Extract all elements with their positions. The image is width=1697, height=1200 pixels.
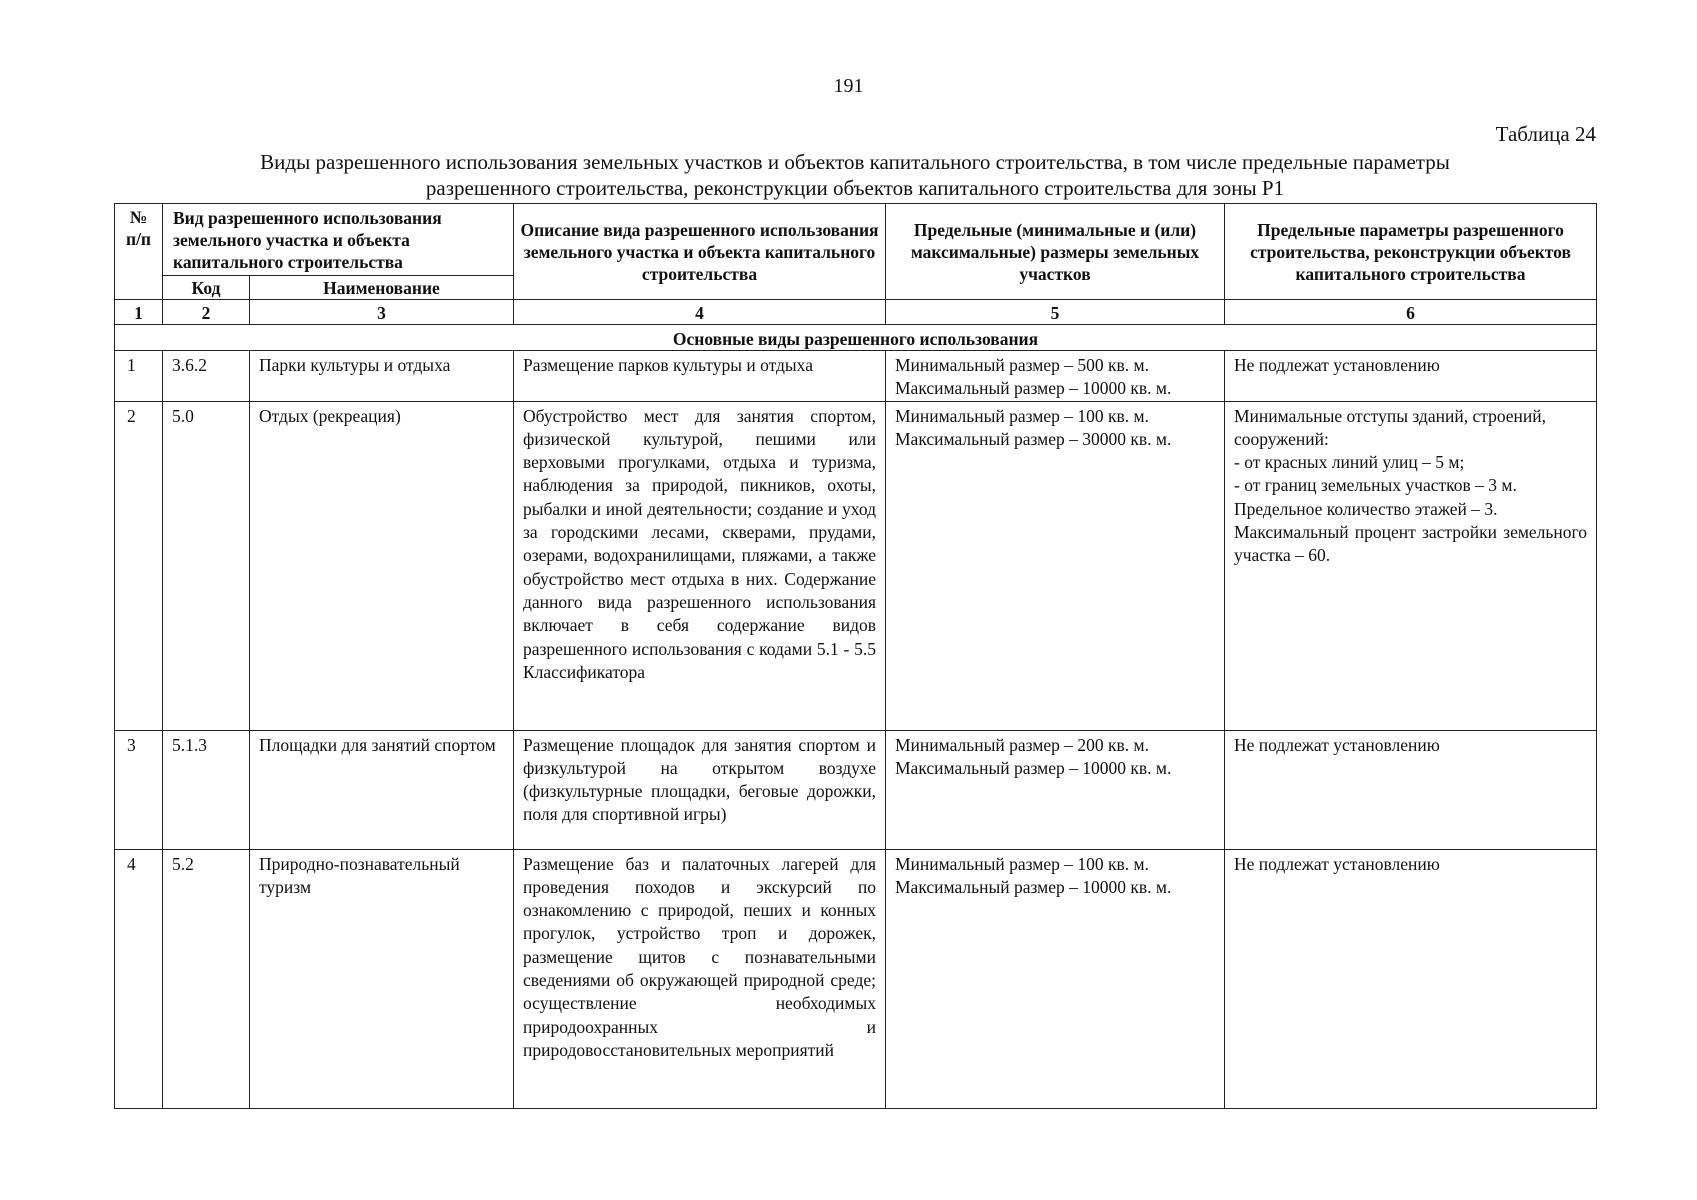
column-number: 3 (250, 300, 514, 325)
param-line: Предельное количество этажей – 3. (1234, 498, 1498, 519)
row-code: 5.2 (163, 849, 250, 1108)
row-sizes (886, 849, 1225, 1108)
row-description (514, 401, 886, 730)
page-number: 191 (833, 75, 864, 97)
param-line: - от границ земельных участков – 3 м. (1234, 475, 1517, 496)
row-description: Размещение площадок для занятия спортом и физкультурой на открытом воздухе (физкультурные площадки, беговые дорожки, поля для спортивной игры) (514, 730, 886, 849)
row-sizes (886, 401, 1225, 730)
header-sizes: Предельные (минимальные и (или) максимальные) размеры земельных участков (886, 204, 1225, 300)
size-line: Максимальный размер – 10000 кв. м. (895, 757, 1172, 778)
header-code: Код (163, 276, 250, 300)
row-params (1225, 730, 1597, 849)
column-number: 6 (1225, 300, 1597, 325)
row-code: 5.0 (163, 401, 250, 730)
size-line: Максимальный размер – 10000 кв. м. (895, 876, 1172, 897)
row-number: 4 (115, 849, 163, 1108)
zoning-table (114, 203, 1597, 1109)
row-name: Природно-познавательный туризм (250, 849, 514, 1108)
title-line-2: разрешенного строительства, реконструкции объектов капитального строительства для зоны Р1 (425, 176, 1285, 200)
row-number: 1 (115, 351, 163, 402)
row-sizes (886, 351, 1225, 402)
table-label: Таблица 24 (1495, 122, 1596, 146)
row-name: Парки культуры и отдыха (250, 351, 514, 402)
header-name: Наименование (250, 276, 514, 300)
table-row (115, 351, 1597, 402)
row-name: Отдых (рекреация) (250, 401, 514, 730)
row-code: 3.6.2 (163, 351, 250, 402)
row-params (1225, 401, 1597, 730)
row-number: 3 (115, 730, 163, 849)
section-title: Основные виды разрешенного использования (115, 325, 1597, 351)
row-name: Площадки для занятий спортом (250, 730, 514, 849)
column-number: 4 (514, 300, 886, 325)
header-no: № п/п (115, 204, 163, 300)
param-line: Максимальный процент застройки земельного участка – 60. (1234, 522, 1587, 566)
document-title (130, 149, 1580, 201)
size-line: Максимальный размер – 10000 кв. м. (895, 378, 1172, 399)
title-line-1: Виды разрешенного использования земельных участков и объектов капитального строительства, в том числе предельные параметры (260, 150, 1450, 174)
row-params (1225, 351, 1597, 402)
header-use-type-group: Вид разрешенного использования земельного участка и объекта капитального строительства (163, 204, 514, 276)
section-row (115, 325, 1597, 351)
column-numbers-row (115, 300, 1597, 325)
row-code: 5.1.3 (163, 730, 250, 849)
size-line: Минимальный размер – 100 кв. м. (895, 853, 1149, 874)
row-number: 2 (115, 401, 163, 730)
table-row (115, 401, 1597, 730)
row-params (1225, 849, 1597, 1108)
table-row (115, 730, 1597, 849)
header-params: Предельные параметры разрешенного строительства, реконструкции объектов капитального строительства (1225, 204, 1597, 300)
row-sizes (886, 730, 1225, 849)
size-line: Максимальный размер – 30000 кв. м. (895, 428, 1172, 449)
param-line: Минимальные отступы зданий, строений, сооружений: (1234, 405, 1547, 449)
table-row (115, 849, 1597, 1108)
column-number: 5 (886, 300, 1225, 325)
column-number: 1 (115, 300, 163, 325)
description-text: Обустройство мест для занятия спортом, физической культурой, пешими или верховыми прогулками, отдыха и туризма, наблюдения за природой, пикников, охоты, рыбалки и иной деятельности; создание и уход за городскими лесами, скверами, прудами, озерами, водохранилищами, пляжами, а также обустройство мест отдыха в них. Содержание данного вида разрешенного использования включает в себя содержание видов разрешенного использования с кодами 5.1 - 5.5 Классификатора (523, 405, 876, 682)
param-line: Не подлежат установлению (1234, 734, 1440, 755)
header-description: Описание вида разрешенного использования земельного участка и объекта капитального строительства (514, 204, 886, 300)
param-line: - от красных линий улиц – 5 м; (1234, 452, 1465, 473)
param-line: Не подлежат установлению (1234, 355, 1440, 375)
size-line: Минимальный размер – 200 кв. м. (895, 734, 1149, 755)
row-description: Размещение парков культуры и отдыха (514, 351, 886, 402)
row-description: Размещение баз и палаточных лагерей для проведения походов и экскурсий по ознакомлению с природой, пеших и конных прогулок, устройство троп и дорожек, размещение щитов с познавательными сведениями об окружающей природной среде; осуществление необходимых природоохранных и природовосстановительных мероприятий (514, 849, 886, 1108)
param-line: Не подлежат установлению (1234, 853, 1440, 874)
size-line: Минимальный размер – 500 кв. м. (895, 355, 1149, 375)
column-number: 2 (163, 300, 250, 325)
size-line: Минимальный размер – 100 кв. м. (895, 405, 1149, 426)
